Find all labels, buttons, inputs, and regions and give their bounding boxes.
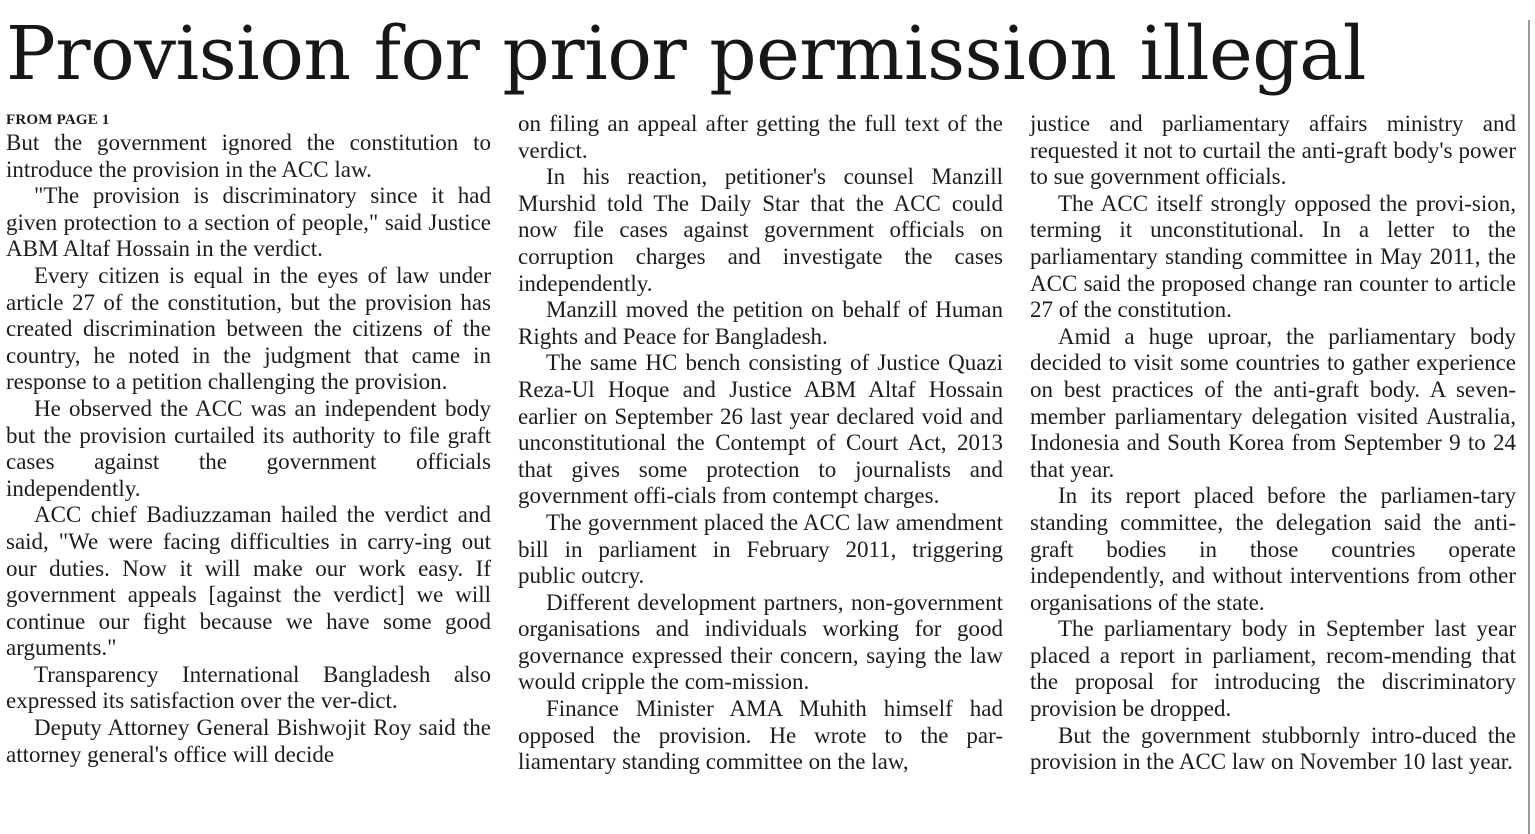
paragraph: justice and parliamentary affairs ministry and requested it not to curtail the anti-graft body's power to sue government officials. (1030, 111, 1516, 190)
paragraph: Deputy Attorney General Bishwojit Roy said the attorney general's office will decide (6, 715, 491, 767)
paragraph: In his reaction, petitioner's counsel Manzill Murshid told The Daily Star that the ACC could now file cases against government officials on corruption charges and investigate the cases independently. (518, 164, 1003, 296)
paragraph: The ACC itself strongly opposed the provi-sion, terming it unconstitutional. In a letter to the parliamentary standing committee in May 2011, the ACC said the proposed change ran counter to article 27 of the constitution. (1030, 190, 1516, 323)
headline: Provision for prior permission illegal (6, 11, 1366, 97)
paragraph: Amid a huge uproar, the parliamentary body decided to visit some countries to gather experience on best practices of the anti-graft body. A seven-member parliamentary delegation visited Australia, Indonesia and South Korea from September 9 to 24 that year. (1030, 323, 1516, 482)
paragraph: The same HC bench consisting of Justice Quazi Reza-Ul Hoque and Justice ABM Altaf Hossain earlier on September 26 last year declared void and unconstitutional the Contempt of Court Act, 2013 that gives some protection to journalists and government offi-cials from contempt charges. (518, 350, 1003, 509)
article-column-2 (518, 111, 1003, 776)
article-column-1 (6, 110, 491, 768)
paragraph: Every citizen is equal in the eyes of law under article 27 of the constitution, but the provision has created discrimination between the citizens of the country, he noted in the judgment that came in response to a petition challenging the provision. (6, 262, 491, 395)
paragraph: In its report placed before the parliamen-tary standing committee, the delegation said the anti-graft bodies in those countries operate independently, and without interventions from other organisations of the state. (1030, 483, 1516, 615)
dateline: FROM PAGE 1 (6, 112, 110, 128)
article-column-3 (1030, 111, 1516, 776)
paragraph: ACC chief Badiuzzaman hailed the verdict and said, "We were facing difficulties in carry-ing out our duties. Now it will make our work easy. If government appeals [against the verdict] we will continue our fight because we have some good arguments." (6, 502, 491, 661)
paragraph: He observed the ACC was an independent body but the provision curtailed its authority to file graft cases against the government officials independently. (6, 395, 491, 501)
paragraph: The parliamentary body in September last year placed a report in parliament, recom-mending that the proposal for introducing the discriminatory provision be dropped. (1030, 616, 1516, 722)
paragraph: But the government ignored the constitution to introduce the provision in the ACC law. (6, 130, 491, 182)
page-edge-rule (1528, 20, 1530, 834)
paragraph: "The provision is discriminatory since it had given protection to a section of people," said Justice ABM Altaf Hossain in the verdict. (6, 183, 491, 262)
paragraph: The government placed the ACC law amendment bill in parliament in February 2011, triggering public outcry. (518, 509, 1003, 589)
paragraph: on filing an appeal after getting the full text of the verdict. (518, 111, 1003, 163)
paragraph: Transparency International Bangladesh also expressed its satisfaction over the ver-dict. (6, 661, 491, 714)
paragraph: But the government stubbornly intro-duced the provision in the ACC law on November 10 last year. (1030, 722, 1516, 775)
paragraph: Finance Minister AMA Muhith himself had opposed the provision. He wrote to the par-liamentary standing committee on the law, (518, 696, 1003, 775)
paragraph: Different development partners, non-government organisations and individuals working for good governance expressed their concern, saying the law would cripple the com-mission. (518, 589, 1003, 695)
paragraph: Manzill moved the petition on behalf of Human Rights and Peace for Bangladesh. (518, 297, 1003, 349)
